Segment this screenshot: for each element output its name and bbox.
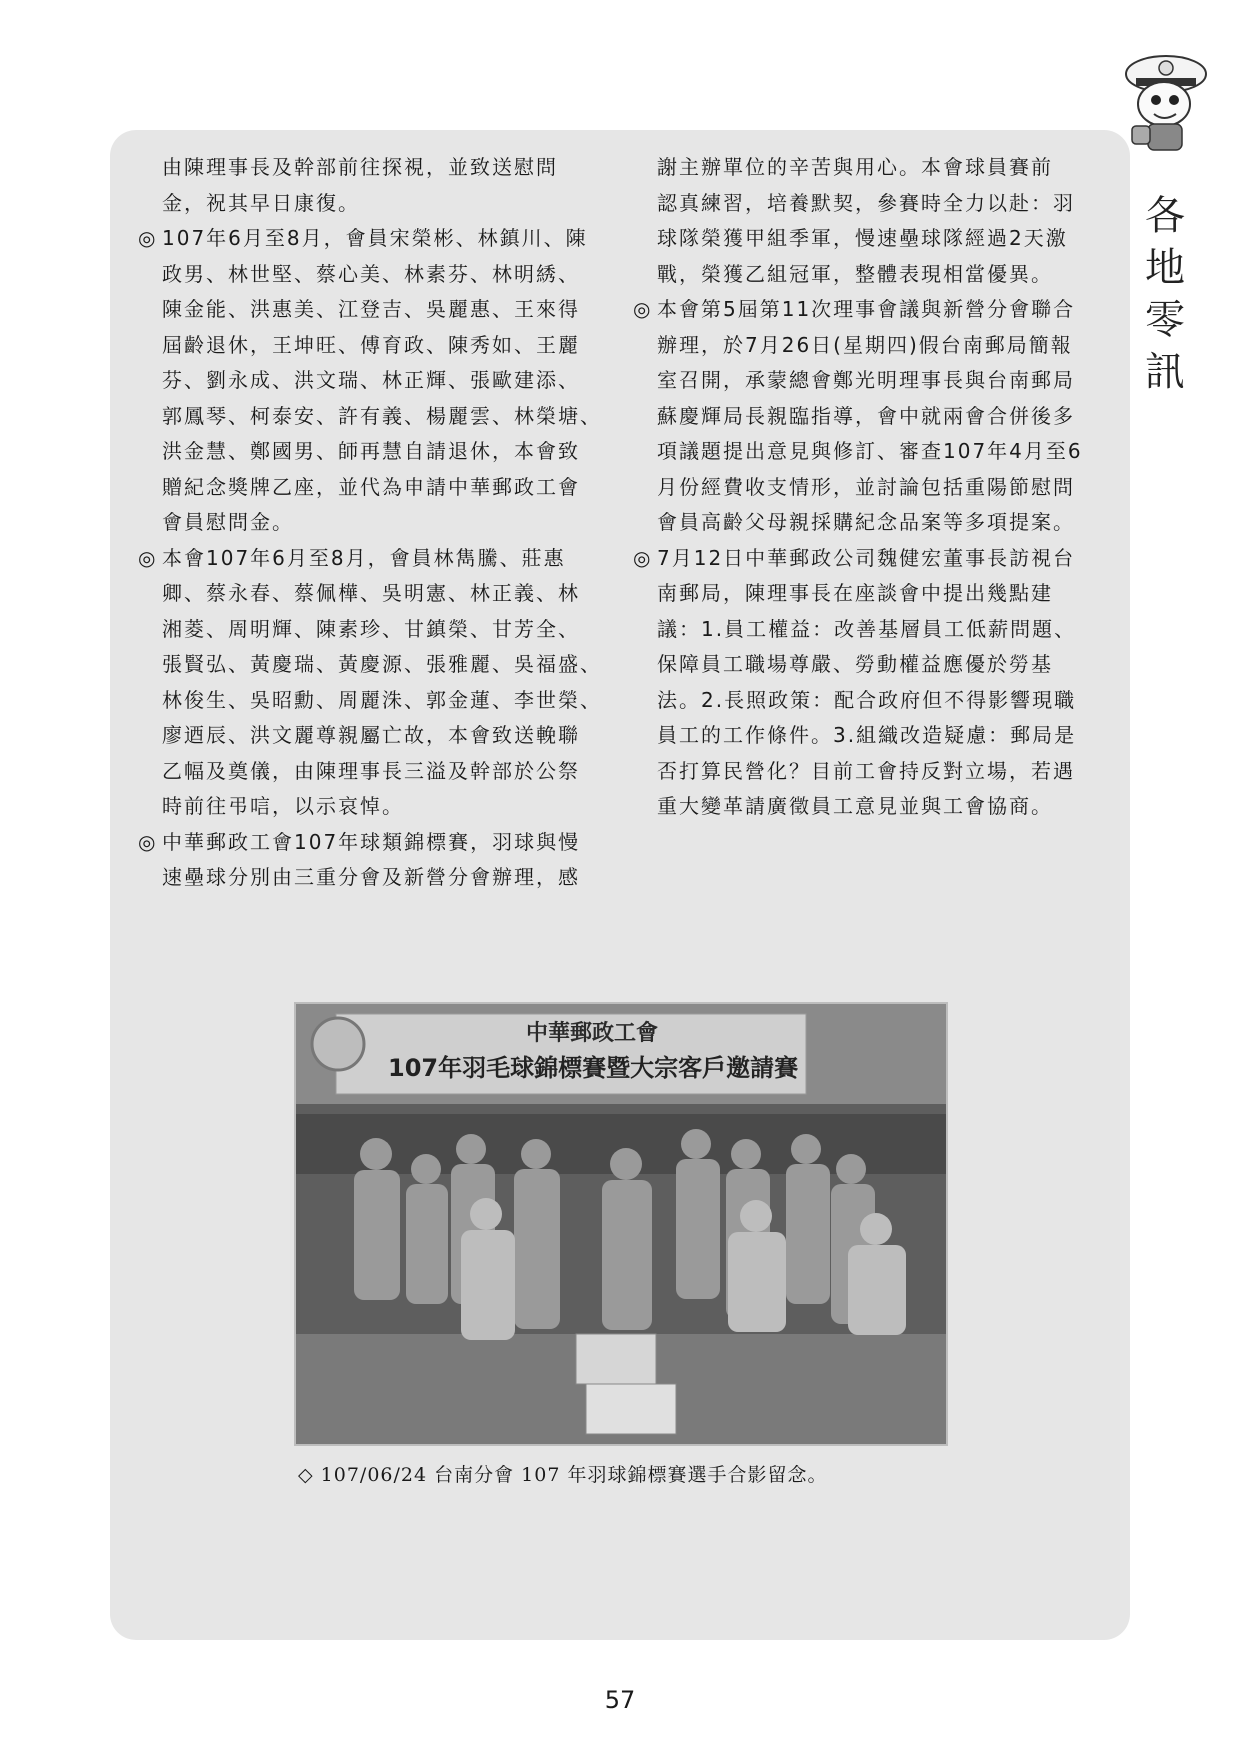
left-column [140, 150, 610, 896]
text-line: 洪金慧、鄭國男、師再慧自請退休，本會致 [162, 439, 580, 463]
bullet-mark: ◎ [633, 297, 651, 321]
paragraph [635, 150, 1105, 292]
text-line: 107年6月至8月，會員宋榮彬、林鎮川、陳 [162, 226, 588, 250]
text-line: 速壘球分別由三重分會及新營分會辦理，感 [162, 865, 580, 889]
text-line: 法。2.長照政策：配合政府但不得影響現職 [657, 687, 1077, 712]
text-line: 屆齡退休，王坤旺、傅育政、陳秀如、王麗 [162, 332, 580, 357]
text-line: 否打算民營化？目前工會持反對立場，若遇 [657, 758, 1075, 783]
text-line: 保障員工職場尊嚴、勞動權益應優於勞基 [657, 652, 1053, 676]
text-line: 金，祝其早日康復。 [162, 190, 360, 215]
text-line: 張賢弘、黃慶瑞、黃慶源、張雅麗、吳福盛、 [162, 652, 602, 676]
banner-title: 107年羽毛球錦標賽暨大宗客戶邀請賽 [388, 1054, 799, 1082]
text-line: 議：1.員工權益：改善基層員工低薪問題、 [657, 616, 1077, 641]
text-line: 7月12日中華郵政公司魏健宏董事長訪視台 [657, 545, 1076, 570]
text-line: 卿、蔡永春、蔡佩樺、吳明憲、林正義、林 [162, 581, 580, 605]
text-line: 廖迺辰、洪文麗尊親屬亡故，本會致送輓聯 [162, 723, 580, 747]
right-column [635, 150, 1105, 825]
text-line: 由陳理事長及幹部前往探視，並致送慰問 [162, 155, 558, 179]
photo-caption: ◇ 107/06/24 台南分會 107 年羽球錦標賽選手合影留念。 [298, 1464, 828, 1486]
section-title-char: 零 [1145, 297, 1185, 343]
text-line: 乙幅及奠儀，由陳理事長三溢及幹部於公祭 [162, 758, 580, 783]
paragraph [140, 541, 610, 825]
text-line: 時前往弔唁，以示哀悼。 [162, 794, 404, 818]
bullet-mark: ◎ [633, 545, 651, 570]
text-line: 月份經費收支情形，並討論包括重陽節慰問 [657, 474, 1075, 499]
paragraph [635, 292, 1105, 541]
banner-org: 中華郵政工會 [526, 1021, 659, 1046]
bullet-mark: ◎ [138, 829, 156, 854]
text-line: 會員慰問金。 [162, 510, 294, 534]
paragraph [635, 541, 1105, 825]
text-line: 謝主辦單位的辛苦與用心。本會球員賽前 [657, 155, 1053, 179]
text-line: 重大變革請廣徵員工意見並與工會協商。 [657, 794, 1053, 818]
page-number: 57 [604, 1686, 636, 1714]
section-title-char: 各 [1145, 193, 1185, 239]
text-line: 球隊榮獲甲組季軍，慢速壘球隊經過2天激 [657, 226, 1068, 250]
text-line: 員工的工作條件。3.組織改造疑慮：郵局是 [657, 723, 1077, 747]
text-line: 本會107年6月至8月，會員林雋騰、莊惠 [162, 545, 566, 570]
text-line: 芬、劉永成、洪文瑞、林正輝、張歐建添、 [162, 368, 580, 392]
section-title [1140, 190, 1190, 398]
text-line: 室召開，承蒙總會鄭光明理事長與台南郵局 [657, 368, 1075, 392]
text-line: 政男、林世堅、蔡心美、林素芬、林明綉、 [162, 261, 580, 286]
text-line: 中華郵政工會107年球類錦標賽，羽球與慢 [162, 829, 581, 854]
mascot-icon [1118, 48, 1210, 160]
text-line: 南郵局，陳理事長在座談會中提出幾點建 [657, 581, 1053, 605]
text-line: 項議題提出意見與修訂、審查107年4月至6 [657, 439, 1083, 463]
section-title-char: 訊 [1145, 349, 1185, 395]
paragraph [140, 221, 610, 541]
text-line: 戰，榮獲乙組冠軍，整體表現相當優異。 [657, 261, 1053, 286]
text-line: 蘇慶輝局長親臨指導，會中就兩會合併後多 [657, 403, 1075, 428]
text-line: 湘菱、周明輝、陳素珍、甘鎮榮、甘芳全、 [162, 616, 580, 641]
text-line: 認真練習，培養默契，參賽時全力以赴：羽 [657, 190, 1075, 215]
text-line: 郭鳳琴、柯泰安、許有義、楊麗雲、林榮塘、 [162, 403, 602, 428]
text-line: 辦理，於7月26日(星期四)假台南郵局簡報 [657, 332, 1073, 357]
paragraph [140, 825, 610, 896]
text-line: 陳金能、洪惠美、江登吉、吳麗惠、王來得 [162, 297, 580, 321]
group-photo [294, 1002, 948, 1446]
section-title-char: 地 [1145, 245, 1185, 291]
bullet-mark: ◎ [138, 545, 156, 570]
text-line: 會員高齡父母親採購紀念品案等多項提案。 [657, 510, 1075, 534]
paragraph [140, 150, 610, 221]
text-line: 贈紀念獎牌乙座，並代為申請中華郵政工會 [162, 474, 580, 499]
text-line: 林俊生、吳昭勳、周麗洙、郭金蓮、李世榮、 [162, 687, 602, 712]
text-line: 本會第5屆第11次理事會議與新營分會聯合 [657, 297, 1076, 321]
bullet-mark: ◎ [138, 226, 156, 250]
